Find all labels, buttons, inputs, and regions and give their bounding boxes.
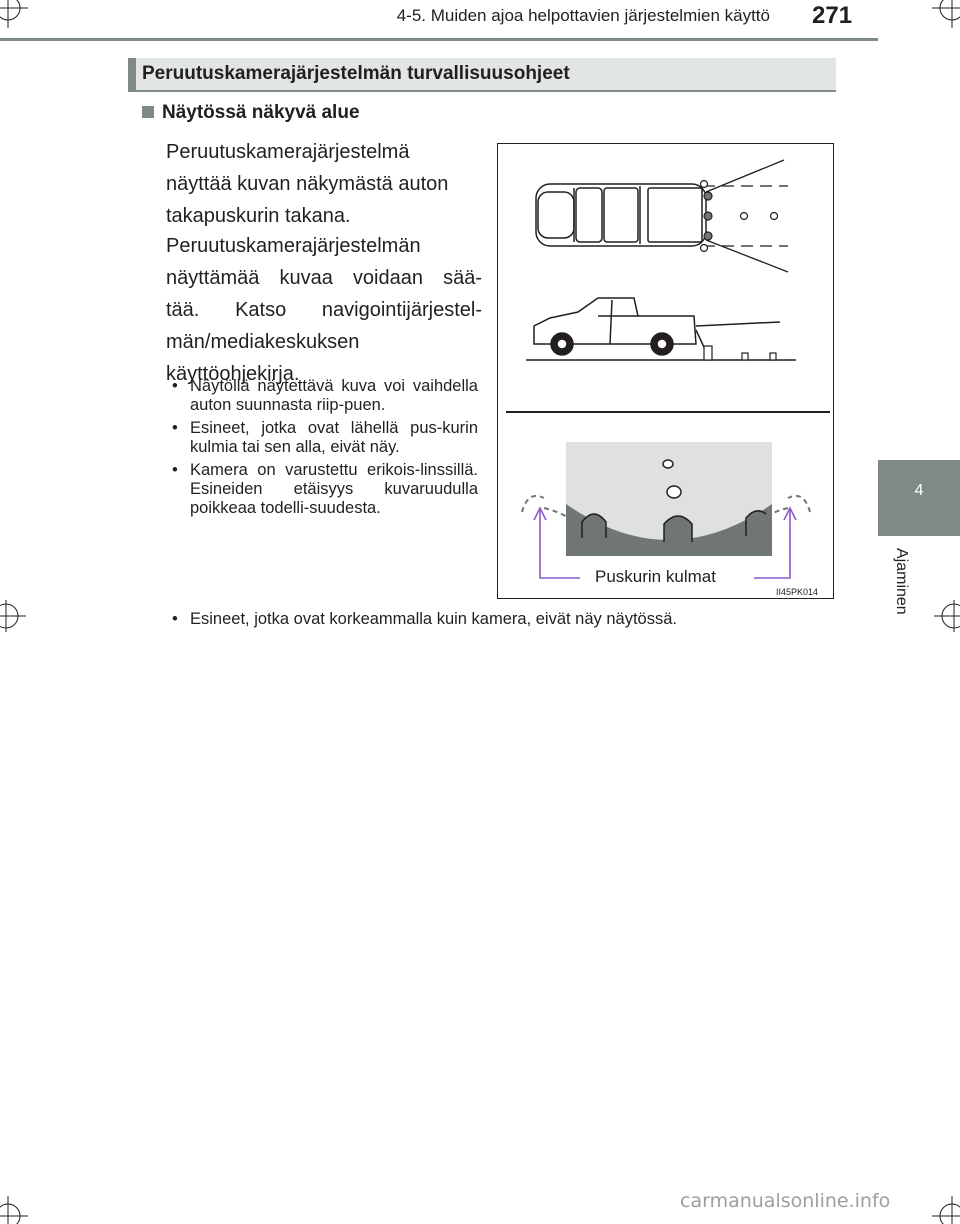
paragraph-line: takapuskurin takana.: [166, 205, 351, 227]
figure-frame: [497, 143, 834, 599]
square-bullet-icon: [142, 106, 154, 118]
registration-mark-left-middle: [0, 596, 30, 636]
paragraph-line: män/mediakeskuksen: [166, 331, 360, 353]
paragraph-line: Peruutuskamerajärjestelmä: [166, 141, 410, 163]
section-heading-accent: [128, 58, 136, 92]
subsection-heading-text: Näytössä näkyvä alue: [162, 102, 360, 123]
chapter-header: 4-5. Muiden ajoa helpottavien järjestelmien käyttö: [396, 6, 770, 25]
paragraph-line: tää. Katso navigointijärjestel-: [166, 299, 482, 321]
subsection-heading: [142, 102, 360, 124]
truck-top-view: [536, 184, 706, 246]
chapter-tab-label: Ajaminen: [893, 548, 910, 615]
bullet-item: • Kamera on varustettu erikois-linssillä. Esineiden etäisyys kuvaruudulla poikkeaa todelli-suudesta.: [172, 461, 478, 518]
figure-caption: Puskurin kulmat: [595, 567, 716, 586]
site-watermark: carmanualsonline.info: [680, 1190, 891, 1212]
paragraph-1: [166, 136, 482, 232]
section-heading: Peruutuskamerajärjestelmän turvallisuusohjeet: [142, 63, 570, 84]
header-rule: [0, 38, 878, 41]
camera-view-illustration: [498, 144, 832, 597]
paragraph-line: käyttöohjekirja.: [166, 363, 300, 385]
registration-mark-right-middle: [930, 596, 960, 636]
registration-mark-top-left: [0, 0, 40, 40]
registration-mark-top-right: [920, 0, 960, 40]
figure-code: II45PK014: [776, 587, 819, 597]
bullet-item: • Esineet, jotka ovat lähellä pus-kurin kulmia tai sen alla, eivät näy.: [172, 419, 478, 457]
bullet-item-wide: • Esineet, jotka ovat korkeammalla kuin kamera, eivät näy näytössä.: [172, 610, 830, 629]
paragraph-2: [166, 230, 482, 390]
bullet-list: [172, 377, 478, 522]
registration-mark-bottom-left: [0, 1188, 40, 1224]
paragraph-line: näyttämää kuvaa voidaan sää-: [166, 267, 482, 289]
page-number: 271: [812, 2, 853, 29]
bullet-item: • Näytöllä näytettävä kuva voi vaihdella auton suunnasta riip-puen.: [172, 377, 478, 415]
marker-circles: [701, 181, 778, 252]
paragraph-line: Peruutuskamerajärjestelmän: [166, 235, 421, 257]
chapter-tab[interactable]: [878, 460, 960, 536]
paragraph-line: näyttää kuvan näkymästä auton: [166, 173, 449, 195]
truck-side-view: [534, 298, 780, 360]
section-heading-bar: [128, 58, 836, 92]
ground-posts: [704, 346, 776, 360]
registration-mark-bottom-right: [920, 1188, 960, 1224]
chapter-tab-number: 4: [914, 482, 924, 499]
